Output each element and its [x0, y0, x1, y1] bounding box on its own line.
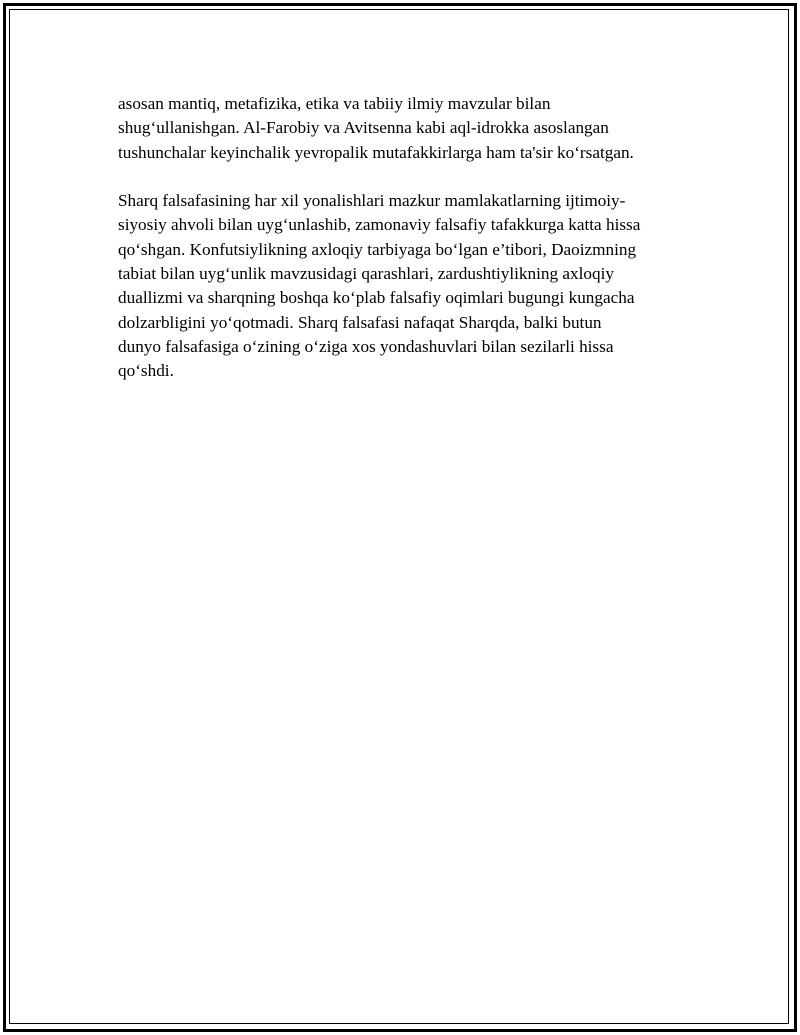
text-line: dolzarbligini yo‘qotmadi. Sharq falsafasi nafaqat Sharqda, balki butun — [118, 312, 602, 332]
document-body — [118, 92, 698, 384]
paragraph-spacer — [118, 165, 698, 189]
text-line: tushunchalar keyinchalik yevropalik mutafakkirlarga ham ta'sir ko‘rsatgan. — [118, 142, 634, 162]
text-line: asosan mantiq, metafizika, etika va tabiiy ilmiy mavzular bilan — [118, 94, 551, 113]
text-line: qo‘shdi. — [118, 361, 174, 381]
paragraph-1 — [118, 92, 698, 165]
text-line: dunyo falsafasiga o‘zining o‘ziga xos yondashuvlari bilan sezilarli hissa — [118, 336, 614, 356]
text-line: shug‘ullanishgan. Al-Farobiy va Avitsenna kabi aql-idrokka asoslangan — [118, 118, 609, 138]
text-line: Sharq falsafasining har xil yonalishlari mazkur mamlakatlarning ijtimoiy- — [118, 191, 626, 211]
text-line: siyosiy ahvoli bilan uyg‘unlashib, zamonaviy falsafiy tafakkurga katta hissa — [118, 215, 641, 235]
text-line: qo‘shgan. Konfutsiylikning axloqiy tarbiyaga bo‘lgan e’tibori, Daoizmning — [118, 239, 637, 259]
text-line: tabiat bilan uyg‘unlik mavzusidagi qarashlari, zardushtiylikning axloqiy — [118, 264, 614, 284]
paragraph-2 — [118, 189, 698, 383]
text-line: duallizmi va sharqning boshqa ko‘plab falsafiy oqimlari bugungi kungacha — [118, 288, 635, 308]
